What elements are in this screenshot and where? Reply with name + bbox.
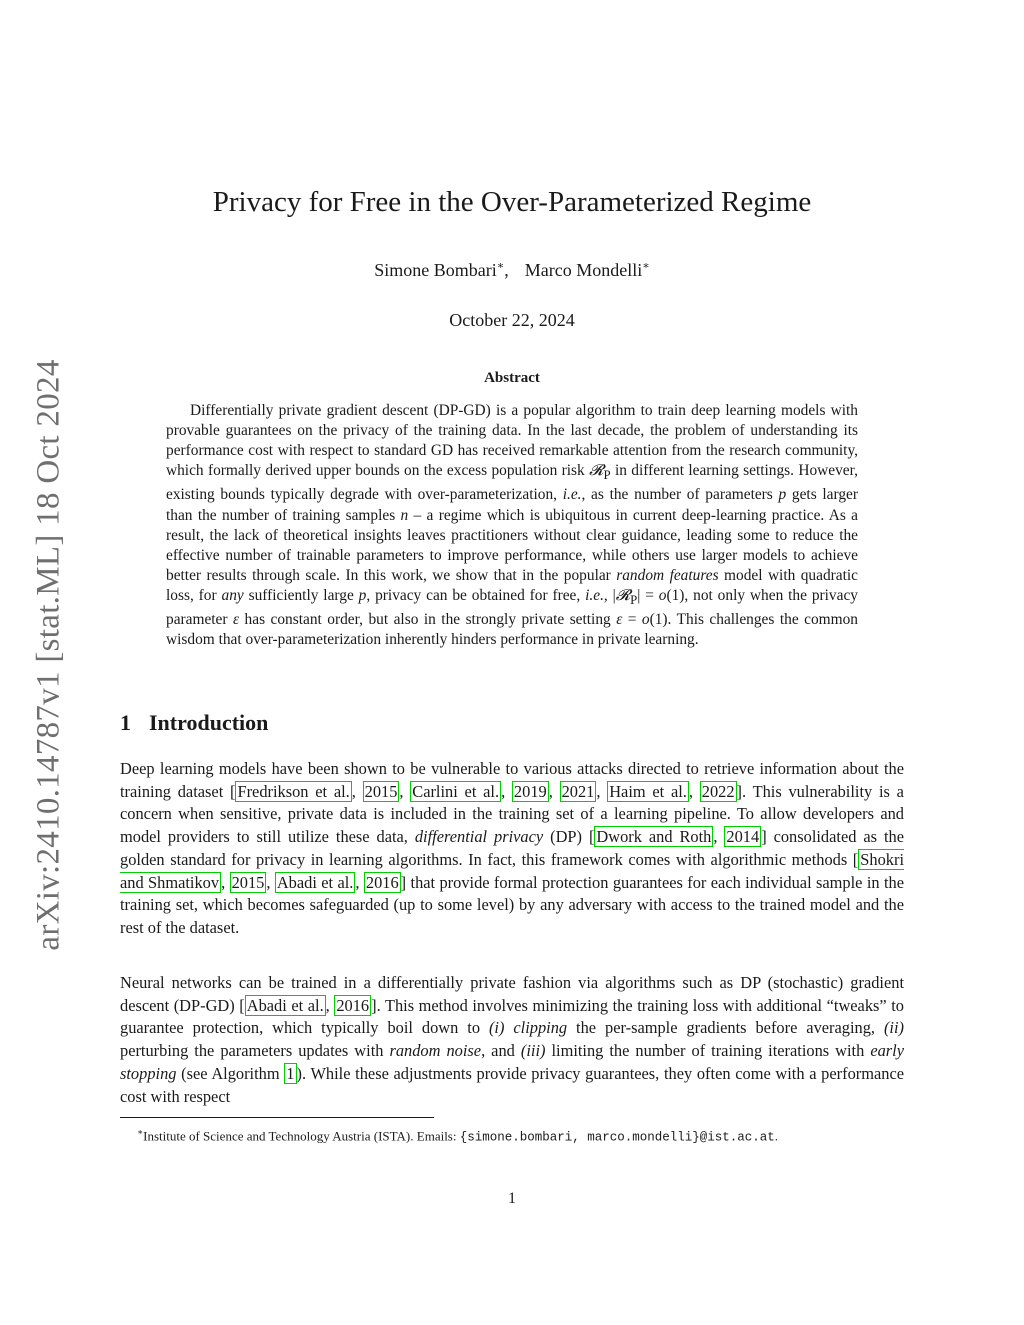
paper-title: Privacy for Free in the Over-Parameterized Regime — [212, 186, 812, 218]
citation-link[interactable]: Shokri and Shmatikov — [120, 849, 904, 892]
section-number: 1 — [120, 710, 131, 735]
affiliation-mark: ∗ — [496, 260, 505, 272]
citation-link[interactable]: Fredrikson et al. — [237, 781, 350, 801]
citation-link[interactable]: Abadi et al. — [276, 872, 354, 892]
citation-link[interactable]: 2015 — [231, 872, 265, 892]
abstract-heading: Abstract — [484, 370, 540, 386]
affiliation-mark: ∗ — [642, 260, 650, 272]
citation-link[interactable]: 2021 — [561, 781, 595, 801]
author-name: Simone Bombari — [374, 260, 497, 280]
algorithm-reference-link[interactable]: 1 — [286, 1063, 295, 1083]
citation-link[interactable]: Abadi et al. — [246, 995, 324, 1015]
intro-paragraph-2: Neural networks can be trained in a differentially private fashion via algorithms such as DP (stochastic) gradient descent (DP-GD) [ Abadi et al. , 2016 ]. This method involves minimizing the training loss with additional “tweaks” to guarantee protection, which typically boil down to (i) clipping the per-sample gradients before averaging, (ii) perturbing the parameters updates with random noise, and (iii) limiting the number of training iterations with early stopping (see Algorithm 1 ). While these adjustments provide privacy guarantees, they often come with a performance cost with respect — [120, 973, 904, 1106]
citation-link[interactable]: Haim et al. — [609, 781, 687, 801]
citation-link[interactable]: Carlini et al. — [412, 781, 500, 801]
author-1: Simone Bombari∗, — [374, 260, 509, 280]
abstract-body: Differentially private gradient descent (DP-GD) is a popular algorithm to train deep learning models with provable guarantees on the privacy of the training data. In the last decade, the problem of understanding its performance cost with respect to standard GD has received remarkable attention from the research community, which formally derived upper bounds on the excess population risk 𝓡$_P$ in different learning settings. However, existing bounds typically degrade with over-parameterization, i.e., as the number of parameters p gets larger than the number of training samples n – a regime which is ubiquitous in current deep-learning practice. As a result, the lack of theoretical insights leaves practitioners without clear guidance, leading some to reduce the effective number of trainable parameters to improve performance, while others use larger models to achieve better results through scale. In this work, we show that in the popular random features model with quadratic loss, for any sufficiently large p, privacy can be obtained for free, i.e., |𝓡$_P$| = o(1), not only when the privacy parameter ε has constant order, but also in the strongly private setting ε = o(1). This challenges the common wisdom that over-parameterization inherently hinders performance in private learning. — [166, 402, 858, 649]
author-list — [0, 259, 1024, 281]
arxiv-identifier: arXiv:2410.14787v1 [stat.ML] 18 Oct 2024 — [30, 359, 67, 951]
citation-link[interactable]: Dwork and Roth — [596, 827, 712, 847]
page-number: 1 — [508, 1190, 516, 1207]
author-2 — [525, 260, 650, 280]
citation-link[interactable]: 2016 — [336, 995, 370, 1015]
footnote-mark: ∗ — [137, 1127, 144, 1137]
section-heading-introduction — [120, 710, 268, 736]
footnote: ∗Institute of Science and Technology Austria (ISTA). Emails: {simone.bombari, marco.mondelli}@ist.ac.at. — [137, 1127, 779, 1145]
paper-date: October 22, 2024 — [449, 310, 575, 330]
author-name: Marco Mondelli — [524, 260, 643, 280]
citation-link[interactable]: 2016 — [365, 872, 399, 892]
citation-link[interactable]: 2014 — [726, 827, 760, 847]
section-title: Introduction — [149, 710, 269, 735]
author-emails: {simone.bombari, marco.mondelli}@ist.ac.at — [459, 1130, 775, 1145]
footnote-divider — [120, 1117, 434, 1118]
intro-paragraph-1: Deep learning models have been shown to be vulnerable to various attacks directed to retrieve information about the training dataset [ Fredrikson et al. , 2015 , Carlini et al. , 2019 , 2021 , Haim et al. , 2022 ]. This vulnerability is a concern when sensitive, private data is included in the training set of a learning pipeline. To allow developers and model providers to still utilize these data, differential privacy (DP) [ Dwork and Roth , 2014 ] consolidated as the golden standard for privacy in learning algorithms. In fact, this framework comes with algorithmic methods [ Shokri and Shmatikov , 2015 , Abadi et al. , 2016 ] that provide formal protection guarantees for each individual sample in the training set, which becomes safeguarded (up to some level) by any adversary with access to the trained model and the rest of the dataset. — [120, 759, 904, 937]
citation-link[interactable]: 2019 — [513, 781, 547, 801]
citation-link[interactable]: 2022 — [701, 781, 735, 801]
citation-link[interactable]: 2015 — [364, 781, 398, 801]
